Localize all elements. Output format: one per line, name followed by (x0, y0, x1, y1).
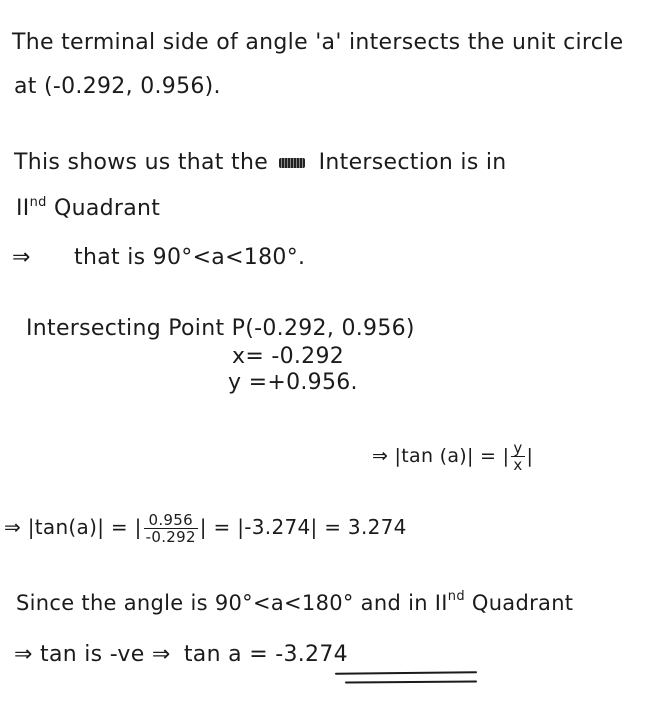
answer-underline-2 (345, 681, 477, 684)
conclusion-ordinal-suffix: nd (447, 589, 465, 604)
quadrant-line-2 (16, 196, 160, 222)
final-answer-text: tan a = -3.274 (183, 642, 348, 667)
fraction-denominator-x: x (513, 456, 523, 474)
statement-line-2 (14, 74, 221, 100)
intersect-point-line (26, 316, 415, 342)
fraction-numerator-value: 0.956 (144, 512, 198, 529)
intersect-point-text: Intersecting Point P(-0.292, 0.956) (26, 316, 415, 341)
statement-text-1: The terminal side of angle 'a' intersects the unit circle (12, 30, 624, 55)
tan-calc-line (4, 512, 407, 545)
y-value-text: y =+0.956. (228, 370, 358, 395)
y-over-x-fraction (511, 440, 524, 473)
x-value-line (232, 344, 344, 370)
scribble-mark (279, 158, 305, 168)
tan-formula-right: | (526, 445, 534, 467)
fraction-numerator-y: y (513, 439, 523, 457)
x-value-text: x= -0.292 (232, 344, 345, 369)
fraction-denominator-value: -0.292 (145, 528, 196, 546)
quadrant-text-1a: This shows us that the (14, 150, 269, 175)
value-fraction (144, 512, 198, 545)
quadrant-line-1 (14, 150, 507, 176)
answer-underline-1 (335, 671, 477, 674)
conclusion-line-1 (16, 590, 573, 616)
statement-text-2: at (-0.292, 0.956). (14, 74, 221, 99)
tan-formula-left: ⇒ |tan (a)| = | (372, 445, 510, 467)
quadrant-ordinal-suffix: nd (29, 195, 47, 210)
quadrant-word: Quadrant (53, 196, 161, 221)
implies-arrow-icon: ⇒ (12, 245, 31, 270)
sign-reasoning-text: ⇒ tan is -ve ⇒ (14, 642, 171, 667)
conclusion-text-1a: Since the angle is 90°<a<180° and in II (16, 591, 448, 615)
statement-line-1 (12, 30, 623, 56)
y-value-line (228, 370, 358, 396)
conclusion-text-1b: Quadrant (471, 591, 574, 615)
tan-formula-line (372, 440, 533, 473)
quadrant-roman-numeral: II (16, 196, 30, 221)
angle-range-line (12, 245, 305, 271)
tan-calc-right: | = |-3.274| = 3.274 (199, 515, 407, 539)
quadrant-text-1b: Intersection is in (318, 150, 507, 175)
final-answer-line (14, 642, 348, 668)
tan-calc-left: ⇒ |tan(a)| = | (4, 515, 142, 539)
angle-range-text: that is 90°<a<180°. (74, 245, 306, 270)
